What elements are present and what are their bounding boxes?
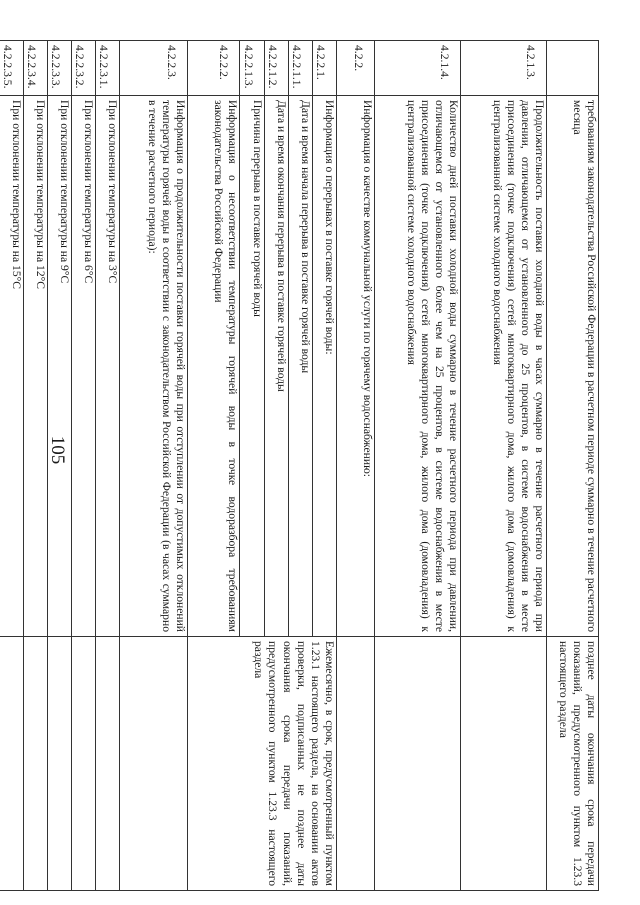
item-number: 4.2.2.3.5. <box>0 41 23 96</box>
table-row <box>72 41 96 891</box>
page-number: 105 <box>47 435 68 465</box>
item-number: 4.2.1.4. <box>375 41 461 96</box>
item-description: При отклонении температуры на 9°С <box>48 96 72 637</box>
item-number: 4.2.1.3. <box>461 41 547 96</box>
table-row <box>120 41 188 891</box>
item-frequency <box>72 637 96 891</box>
item-frequency: позднее даты окончания срока передачи показаний, предусмотренного пунктом 1.23.3 настоящего раздела <box>547 637 599 891</box>
item-description: Информация о перерывах в поставке горячей воды: <box>312 96 336 637</box>
item-number: 4.2.2.3.4. <box>23 41 47 96</box>
table-row <box>337 41 375 891</box>
item-frequency <box>0 637 23 891</box>
item-description: Продолжительность поставки холодной воды в часах суммарно в течение расчетного периода при давлении, отличающемся от установленного до 25 процентов, в системе водоснабжения в месте присоединения (точке подключения) сетей многоквартирного дома, жилого дома (домовладения) к централизованной системе холодного водоснабжения <box>461 96 547 637</box>
item-description: При отклонении температуры на 15°С <box>0 96 23 637</box>
item-number: 4.2.2.3.2. <box>72 41 96 96</box>
table-row <box>547 41 599 891</box>
item-description: Дата и время начала перерыва в поставке горячей воды <box>288 96 312 637</box>
item-number: 4.2.2.1.3. <box>240 41 264 96</box>
item-frequency <box>23 637 47 891</box>
item-number: 4.2.2.3.1. <box>96 41 120 96</box>
item-description: требованиям законодательства Российской Федерации в расчетном периоде суммарно в течение расчетного месяца <box>547 96 599 637</box>
item-number: 4.2.2.3. <box>120 41 188 96</box>
item-number: 4.2.2.1. <box>312 41 336 96</box>
item-number: 4.2.2.2. <box>188 41 240 96</box>
item-number <box>547 41 599 96</box>
item-frequency <box>48 637 72 891</box>
item-description: Дата и время окончания перерыва в поставке горячей воды <box>264 96 288 637</box>
item-description: Количество дней поставки холодной воды суммарно в течение расчетного периода при давлении, отличающемся от установленного более чем на 25 процентов, в системе водоснабжения в месте присоединения (точке подключения) сетей многоквартирного дома, жилого дома (домовладения) к централизованной системе холодного водоснабжения <box>375 96 461 637</box>
table-row <box>0 41 23 891</box>
item-description: Информация о качестве коммунальной услуги по горячему водоснабжению: <box>337 96 375 637</box>
item-frequency <box>375 637 461 891</box>
item-frequency <box>120 637 188 891</box>
item-frequency <box>461 637 547 891</box>
item-number: 4.2.2.1.2. <box>264 41 288 96</box>
table-row <box>96 41 120 891</box>
item-frequency: Ежемесячно, в срок, предусмотренный пунктом 1.23.1 настоящего раздела, на основании актов проверки, подписанных не позднее даты окончания срока передачи показаний, предусмотренного пунктом 1.23.3 настоящего раздела <box>188 637 337 891</box>
item-description: Причина перерыва в поставке горячей воды <box>240 96 264 637</box>
item-description: При отклонении температуры на 3°С <box>96 96 120 637</box>
item-frequency <box>337 637 375 891</box>
table-row <box>23 41 47 891</box>
item-number: 4.2.2.3.3. <box>48 41 72 96</box>
item-description: При отклонении температуры на 6°С <box>72 96 96 637</box>
item-number: 4.2.2. <box>337 41 375 96</box>
item-description: При отклонении температуры на 12°С <box>23 96 47 637</box>
item-number: 4.2.2.1.1. <box>288 41 312 96</box>
table-row <box>48 41 72 891</box>
item-frequency <box>96 637 120 891</box>
table-row <box>461 41 547 891</box>
item-description: Информация о несоответствии температуры горячей воды в точке водоразбора требованиям законодательства Российской Федерации <box>188 96 240 637</box>
table-row <box>312 41 336 891</box>
item-description: Информация о продолжительности поставки горячей воды при отступлении от допустимых отклонений температуры горячей воды в соответствии с законодательством Российской Федерации (в часах суммарно в течение расчетного периода): <box>120 96 188 637</box>
indicators-table <box>0 40 599 891</box>
table-row <box>375 41 461 891</box>
